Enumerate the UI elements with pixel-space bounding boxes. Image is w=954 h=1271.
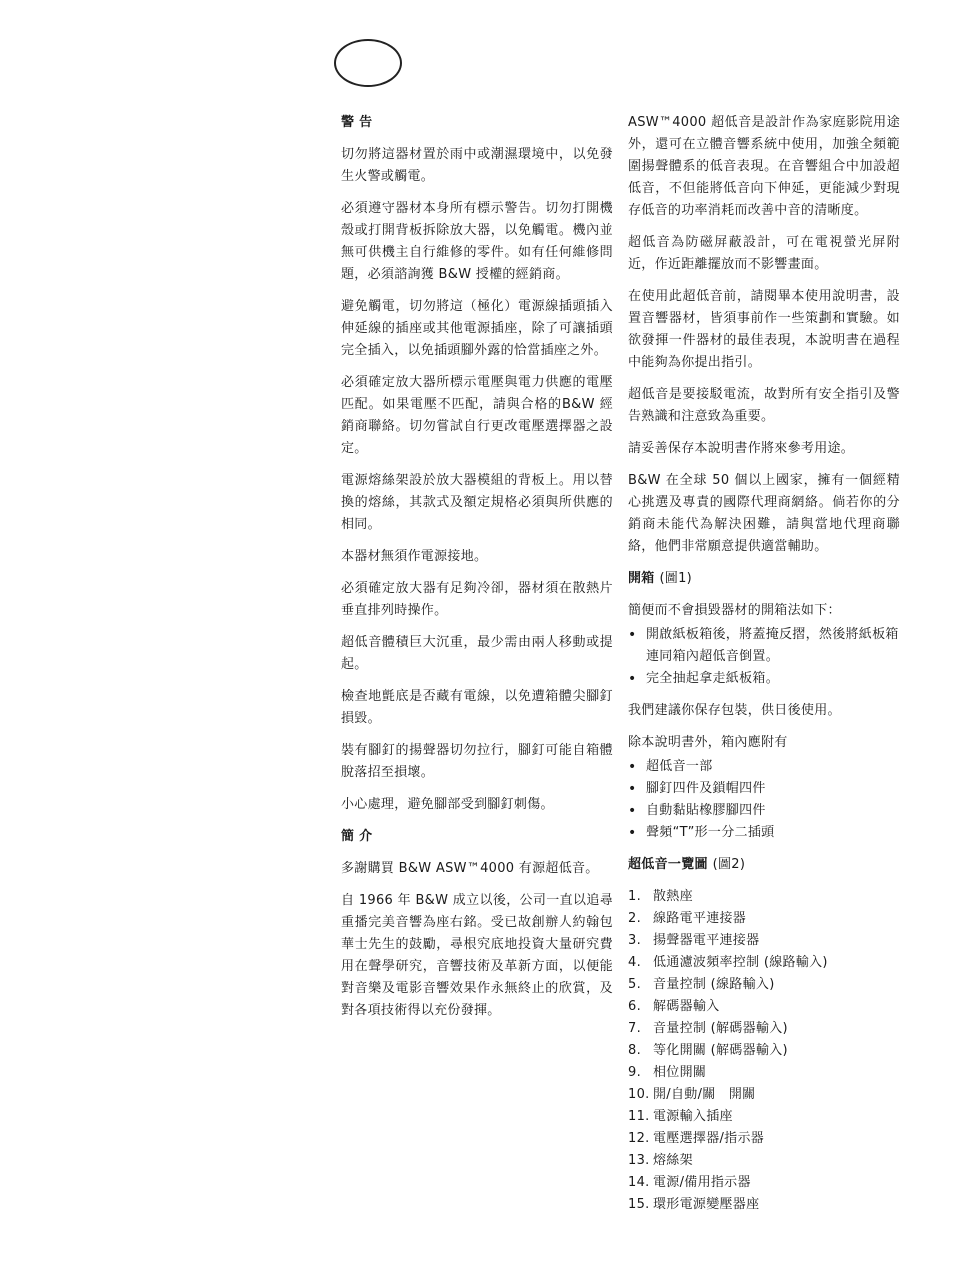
overview-item <box>628 1128 900 1150</box>
overview-item <box>628 1194 900 1216</box>
overview-item-label: 解碼器輸入 <box>653 999 720 1014</box>
overview-item <box>628 930 900 952</box>
unpacking-heading <box>628 568 900 590</box>
overview-item-label: 揚聲器電平連接器 <box>653 933 760 948</box>
overview-item <box>628 1172 900 1194</box>
overview-item-label: 開/自動/關 開關 <box>653 1087 756 1102</box>
unpacking-heading-title: 開箱 <box>628 571 655 586</box>
overview-item-number: 11. <box>628 1109 650 1124</box>
overview-item-label: 電源/備用指示器 <box>653 1175 751 1190</box>
overview-item-number: 10. <box>628 1087 650 1102</box>
overview-item <box>628 1018 900 1040</box>
warning-heading: 警 告 <box>341 115 373 130</box>
overview-heading <box>628 854 900 876</box>
overview-item-label: 環形電源變壓器座 <box>653 1197 760 1212</box>
overview-item-number: 3. <box>628 933 642 948</box>
overview-item-label: 電源輸入插座 <box>653 1109 733 1124</box>
intro-paragraph: 超低音是要接駁電流，故對所有安全指引及警告熟識和注意致為重要。 <box>628 387 900 424</box>
warning-paragraph: 超低音體積巨大沉重，最少需由兩人移動或提起。 <box>341 635 613 672</box>
warning-section <box>341 144 613 816</box>
unpacking-step: • 完全抽起拿走紙板箱。 <box>628 668 900 690</box>
warning-paragraph: 必須遵守器材本身所有標示警告。切勿打開機殼或打開背板拆除放大器，以免觸電。機內並無可供機主自行維修的零件。如有任何維修問題，必須諮詢獲 B&W 授權的經銷商。 <box>341 201 613 282</box>
overview-item-number: 14. <box>628 1175 650 1190</box>
contents-item: • 腳釘四件及鎖帽四件 <box>628 778 900 800</box>
unpacking-step: • 開啟紙板箱後，將蓋掩反摺，然後將紙板箱連同箱內超低音倒置。 <box>628 624 900 668</box>
overview-figure-ref: (圖2) <box>712 857 746 872</box>
overview-item-label: 音量控制 (解碼器輸入) <box>653 1021 788 1036</box>
warning-paragraph: 電源熔絲架設於放大器模組的背板上。用以替換的熔絲，其款式及額定規格必須與所供應的相同。 <box>341 473 613 532</box>
overview-item-number: 6. <box>628 999 642 1014</box>
overview-item <box>628 1150 900 1172</box>
contents-list <box>628 756 900 844</box>
overview-item <box>628 1106 900 1128</box>
overview-item <box>628 996 900 1018</box>
intro-paragraph: 自 1966 年 B&W 成立以後，公司一直以追尋重播完美音響為座右銘。受已故創辦人約翰包華士先生的鼓勵，尋根究底地投資大量研究費用在聲學研究，音響技術及革新方面，以便能對音樂及電影音響效果作永無終止的欣賞，及對各項技術得以充份發揮。 <box>341 893 613 1018</box>
overview-item-number: 9. <box>628 1065 642 1080</box>
warning-paragraph: 必須確定放大器有足夠冷卻，器材須在散熱片垂直排列時操作。 <box>341 581 613 618</box>
overview-item <box>628 1084 900 1106</box>
overview-item-number: 15. <box>628 1197 650 1212</box>
warning-paragraph: 裝有腳釘的揚聲器切勿拉行，腳釘可能自箱體脫落招至損壞。 <box>341 743 613 780</box>
warning-paragraph: 切勿將這器材置於雨中或潮濕環境中，以免發生火警或觸電。 <box>341 147 613 184</box>
warning-paragraph: 必須確定放大器所標示電壓與電力供應的電壓匹配。如果電壓不匹配，請與合格的B&W 經銷商聯絡。切勿嘗試自行更改電壓選擇器之設定。 <box>341 375 613 456</box>
intro-paragraph: ASW™4000 超低音是設計作為家庭影院用途外，還可在立體音響系統中使用，加強全頻範圍揚聲體系的低音表現。在音響組合中加設超低音，不但能將低音向下伸延，更能減少對現存低音的功率消耗而改善中音的清晰度。 <box>628 115 900 218</box>
overview-item <box>628 974 900 996</box>
left-column <box>341 112 613 1032</box>
overview-item-number: 8. <box>628 1043 642 1058</box>
keep-packaging-note: 我們建議你保存包裝，供日後使用。 <box>628 703 841 718</box>
intro-section-left <box>341 858 613 1022</box>
overview-item-number: 12. <box>628 1131 650 1146</box>
overview-list <box>628 886 900 1216</box>
contents-intro: 除本說明書外，箱內應附有 <box>628 735 788 750</box>
intro-paragraph: 請妥善保存本說明書作將來參考用途。 <box>628 441 855 456</box>
unpacking-intro: 簡便而不會損毀器材的開箱法如下： <box>628 603 841 618</box>
overview-heading-title: 超低音一覽圖 <box>628 857 708 872</box>
unpacking-figure-ref: (圖1) <box>659 571 693 586</box>
unpacking-steps-list <box>628 624 900 690</box>
intro-paragraph: B&W 在全球 50 個以上國家，擁有一個經精心挑選及專責的國際代理商網絡。倘若你的分銷商未能代為解決困難，請與當地代理商聯絡，他們非常願意提供適當輔助。 <box>628 473 900 554</box>
contents-item: • 聲頻“T”形一分二插頭 <box>628 822 900 844</box>
intro-heading: 簡 介 <box>341 829 373 844</box>
overview-item-number: 7. <box>628 1021 642 1036</box>
overview-item-label: 等化開關 (解碼器輸入) <box>653 1043 788 1058</box>
language-badge-oval <box>334 39 402 87</box>
contents-item: • 超低音一部 <box>628 756 900 778</box>
overview-item-label: 熔絲架 <box>653 1153 693 1168</box>
overview-item-number: 5. <box>628 977 642 992</box>
warning-paragraph: 小心處理，避免腳部受到腳釘刺傷。 <box>341 797 554 812</box>
overview-item-number: 13. <box>628 1153 650 1168</box>
contents-item: • 自動黏貼橡膠腳四件 <box>628 800 900 822</box>
right-column <box>628 112 900 1216</box>
overview-item-number: 1. <box>628 889 642 904</box>
overview-item-label: 散熱座 <box>653 889 693 904</box>
intro-paragraph: 在使用此超低音前，請閱畢本使用說明書，設置音響器材，皆須事前作一些策劃和實驗。如欲發揮一件器材的最佳表現，本說明書在過程中能夠為你提出指引。 <box>628 289 900 370</box>
overview-item-label: 線路電平連接器 <box>653 911 747 926</box>
overview-item-number: 4. <box>628 955 642 970</box>
overview-item-label: 音量控制 (線路輸入) <box>653 977 775 992</box>
warning-paragraph: 避免觸電，切勿將這（極化）電源線插頭插入伸延線的插座或其他電源插座，除了可讓插頭完全插入，以免插頭腳外露的恰當插座之外。 <box>341 299 613 358</box>
overview-item <box>628 886 900 908</box>
overview-item-label: 電壓選擇器/指示器 <box>653 1131 765 1146</box>
overview-item-label: 相位開關 <box>653 1065 707 1080</box>
intro-section-right <box>628 112 900 558</box>
overview-item-number: 2. <box>628 911 642 926</box>
warning-paragraph: 檢查地氈底是否藏有電線，以免遭箱體尖腳釘損毀。 <box>341 689 613 726</box>
intro-paragraph: 多謝購買 B&W ASW™4000 有源超低音。 <box>341 861 599 876</box>
overview-item-label: 低通濾波頻率控制 (線路輸入) <box>653 955 828 970</box>
overview-item <box>628 1040 900 1062</box>
overview-item <box>628 952 900 974</box>
intro-paragraph: 超低音為防磁屏蔽設計，可在電視螢光屏附近，作近距離擺放而不影響畫面。 <box>628 235 900 272</box>
overview-item <box>628 1062 900 1084</box>
overview-item <box>628 908 900 930</box>
warning-paragraph: 本器材無須作電源接地。 <box>341 549 488 564</box>
